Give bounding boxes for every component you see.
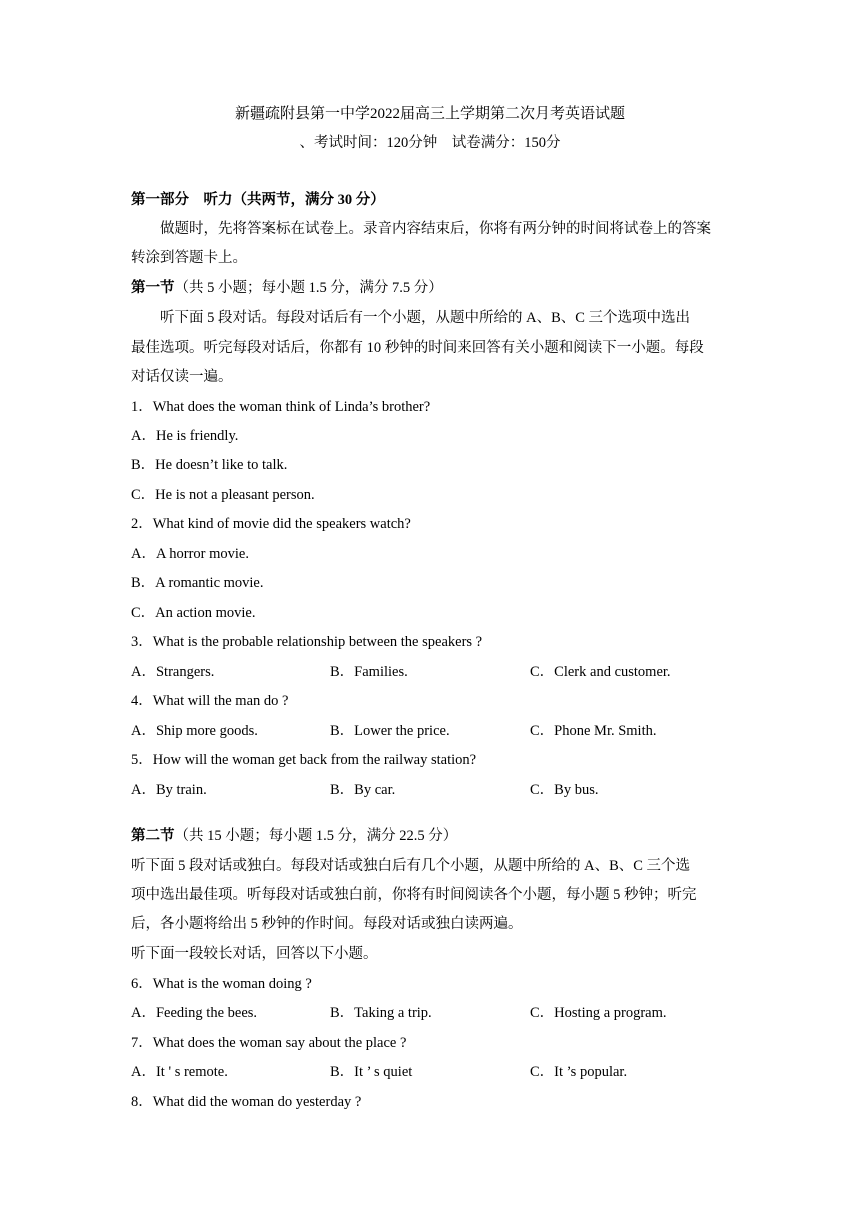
q3-option-c: C．Clerk and customer. <box>530 664 671 680</box>
section2-instr-line3: 后，各小题将给出 5 秒钟的作时间。每段对话或独白读两遍。 <box>131 916 523 932</box>
q2-option-b: B．A romantic movie. <box>131 575 264 591</box>
q8-question: 8．What did the woman do yesterday ? <box>131 1094 362 1110</box>
q4-question: 4．What will the man do ? <box>131 693 289 709</box>
section2-instr-line4: 听下面一段较长对话，回答以下小题。 <box>131 946 378 962</box>
q6-option-c: C．Hosting a program. <box>530 1005 667 1021</box>
q1-question: 1．What does the woman think of Linda’s brother? <box>131 399 431 415</box>
q1-option-c: C．He is not a pleasant person. <box>131 487 315 503</box>
q6-question: 6．What is the woman doing ? <box>131 976 312 992</box>
section1-heading-label: 第一节 <box>131 280 175 296</box>
q7-option-b: B．It ’ s quiet <box>330 1064 413 1080</box>
q6-option-b: B．Taking a trip. <box>330 1005 432 1021</box>
part1-intro-line1: 做题时，先将答案标在试卷上。录音内容结束后，你将有两分钟的时间将试卷上的答案 <box>160 221 711 237</box>
q2-option-c: C．An action movie. <box>131 605 256 621</box>
q4-option-b: B．Lower the price. <box>330 723 450 739</box>
part1-heading: 第一部分 听力（共两节，满分 30 分） <box>131 192 385 208</box>
q1-option-a: A．He is friendly. <box>131 428 239 444</box>
section2-instr-line1: 听下面 5 段对话或独白。每段对话或独白后有几个小题，从题中所给的 A、B、C 三个选 <box>131 858 691 874</box>
section2-heading-detail: （共 15 小题；每小题 1.5 分，满分 22.5 分） <box>174 828 458 844</box>
q2-question: 2．What kind of movie did the speakers watch? <box>131 516 411 532</box>
q5-option-c: C．By bus. <box>530 782 599 798</box>
section1-heading-detail: （共 5 小题；每小题 1.5 分，满分 7.5 分） <box>174 280 443 296</box>
section1-instr-line1: 听下面 5 段对话。每段对话后有一个小题，从题中所给的 A、B、C 三个选项中选出 <box>160 310 691 326</box>
q3-question: 3．What is the probable relationship between the speakers ? <box>131 634 483 650</box>
section2-heading <box>131 826 457 846</box>
section2-instr-line2: 项中选出最佳项。听每段对话或独白前，你将有时间阅读各个小题，每小题 5 秒钟；听完 <box>131 887 697 903</box>
q3-option-a: A．Strangers. <box>131 664 215 680</box>
q5-option-a: A．By train. <box>131 782 207 798</box>
part1-intro-line2: 转涂到答题卡上。 <box>131 250 247 266</box>
q4-option-c: C．Phone Mr. Smith. <box>530 723 657 739</box>
q7-option-c: C．It ’s popular. <box>530 1064 628 1080</box>
q5-question: 5．How will the woman get back from the railway station? <box>131 752 477 768</box>
section1-instr-line2: 最佳选项。听完每段对话后，你都有 10 秒钟的时间来回答有关小题和阅读下一小题。每段 <box>131 340 704 356</box>
q1-option-b: B．He doesn’t like to talk. <box>131 457 288 473</box>
section1-heading <box>131 278 443 298</box>
section2-heading-label: 第二节 <box>131 828 175 844</box>
exam-subtitle: 、考试时间：120分钟 试卷满分：150分 <box>299 135 561 151</box>
q4-option-a: A．Ship more goods. <box>131 723 258 739</box>
q3-option-b: B．Families. <box>330 664 408 680</box>
q7-question: 7．What does the woman say about the place ? <box>131 1035 407 1051</box>
q2-option-a: A．A horror movie. <box>131 546 249 562</box>
section1-instr-line3: 对话仅读一遍。 <box>131 369 233 385</box>
q6-option-a: A．Feeding the bees. <box>131 1005 258 1021</box>
exam-title: 新疆疏附县第一中学2022届高三上学期第二次月考英语试题 <box>234 106 625 122</box>
q7-option-a: A．It ' s remote. <box>131 1064 228 1080</box>
q5-option-b: B．By car. <box>330 782 396 798</box>
